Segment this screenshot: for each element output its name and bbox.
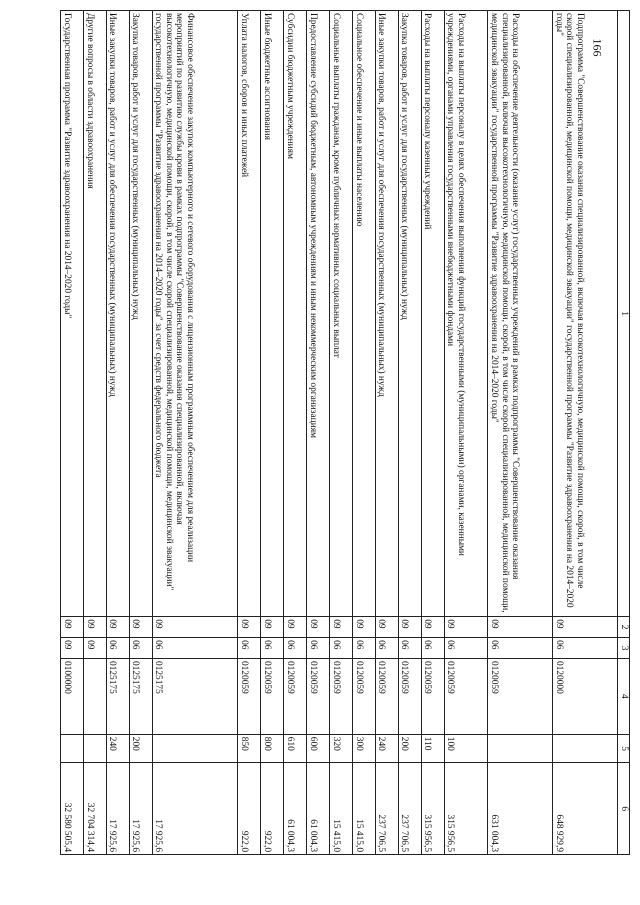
table-row [444, 11, 488, 855]
row-expense-type: 200 [129, 734, 152, 763]
row-target-article: 0125175 [106, 658, 129, 734]
row-amount: 315 956,5 [421, 763, 444, 855]
row-target-article: 0120059 [238, 658, 261, 734]
table-row [352, 11, 375, 855]
table-row [330, 11, 353, 855]
row-name: Иные закупки товаров, работ и услуг для обеспечения государственных (муниципальных) нужд [106, 11, 129, 617]
row-amount: 631 004,3 [488, 763, 553, 855]
row-name: Расходы на обеспечение деятельности (оказание услуг) государственных учреждений в рамках подпрограммы "Совершенствование оказания специализированной, включая высокотехнологичную, медицинской помощи, скорой, в том числе скорой специализированной, медицинской помощи, медицинской эвакуации" государственной программы "Развитие здравоохранения на 2014–2020 годы" [488, 11, 553, 617]
header-col-1: 1 [618, 11, 630, 617]
row-section: 09 [61, 617, 84, 638]
row-target-article: 0120059 [352, 658, 375, 734]
row-subsection: 06 [421, 638, 444, 659]
row-target-article: 0120059 [398, 658, 421, 734]
row-subsection: 06 [398, 638, 421, 659]
row-name: Иные закупки товаров, работ и услуг для обеспечения государственных (муниципальных) нужд [375, 11, 398, 617]
row-name: Предоставление субсидий бюджетным, автономным учреждениям и иным некоммерческим организациям [307, 11, 330, 617]
row-subsection: 06 [238, 638, 261, 659]
row-target-article: 0120059 [330, 658, 353, 734]
row-expense-type: 200 [398, 734, 421, 763]
row-section: 09 [307, 617, 330, 638]
row-amount: 17 925,6 [106, 763, 129, 855]
row-subsection: 06 [261, 638, 284, 659]
row-target-article: 0120059 [444, 658, 488, 734]
row-name: Закупка товаров, работ и услуг для государственных (муниципальных) нужд [398, 11, 421, 617]
header-col-6: 6 [618, 763, 630, 855]
row-name: Иные бюджетные ассигнования [261, 11, 284, 617]
row-subsection: 06 [444, 638, 488, 659]
row-amount: 922,0 [261, 763, 284, 855]
row-subsection: 06 [375, 638, 398, 659]
budget-table [60, 10, 630, 855]
row-name: Подпрограмма "Совершенствование оказания специализированной, включая высокотехнологичную, медицинской помощи, скорой, в том числе скорой специализированной, медицинской помощи, медицинской эвакуации" государственной программы "Развитие здравоохранения на 2014–2020 годы" [553, 11, 618, 617]
row-expense-type [152, 734, 238, 763]
row-amount: 17 925,6 [152, 763, 238, 855]
row-amount: 237 706,5 [375, 763, 398, 855]
row-section: 09 [330, 617, 353, 638]
row-subsection: 06 [106, 638, 129, 659]
row-expense-type: 240 [375, 734, 398, 763]
row-name: Финансовое обеспечение закупок компьютерного и сетевого оборудования с лицензионным программным обеспечением для реализации мероприятий по развитию службы крови в рамках подпрограммы "Совершенствование оказания специализированной, включая высокотехнологичную, медицинской помощи, скорой, в том числе скорой специализированной, медицинской помощи, медицинской эвакуации" государственной программы "Развитие здравоохранения на 2014–2020 годы" за счет средств федерального бюджета [152, 11, 238, 617]
table-row [61, 11, 84, 855]
row-expense-type [488, 734, 553, 763]
row-amount: 237 706,5 [398, 763, 421, 855]
row-section: 09 [444, 617, 488, 638]
row-target-article: 0120000 [553, 658, 618, 734]
table-row [553, 11, 618, 855]
table-row [84, 11, 107, 855]
row-expense-type [84, 734, 107, 763]
table-body [61, 11, 618, 855]
row-section: 09 [421, 617, 444, 638]
row-subsection: 06 [488, 638, 553, 659]
row-expense-type: 320 [330, 734, 353, 763]
row-subsection: 06 [553, 638, 618, 659]
row-section: 09 [284, 617, 307, 638]
row-section: 09 [553, 617, 618, 638]
row-name: Социальное обеспечение и иные выплаты населению [352, 11, 375, 617]
row-target-article: 0100000 [61, 658, 84, 734]
row-subsection: 06 [307, 638, 330, 659]
row-section: 09 [261, 617, 284, 638]
table-row [152, 11, 238, 855]
row-amount: 15 415,0 [352, 763, 375, 855]
page-number: 166 [590, 38, 605, 57]
row-target-article [84, 658, 107, 734]
row-name: Государственная программа "Развитие здравоохранения на 2014–2020 годы" [61, 11, 84, 617]
row-target-article: 0120059 [488, 658, 553, 734]
table-row [129, 11, 152, 855]
row-expense-type [553, 734, 618, 763]
table-row [238, 11, 261, 855]
row-section: 09 [238, 617, 261, 638]
row-name: Расходы на выплаты персоналу казенных учреждений [421, 11, 444, 617]
row-expense-type: 110 [421, 734, 444, 763]
row-name: Уплата налогов, сборов и иных платежей [238, 11, 261, 617]
row-section: 09 [129, 617, 152, 638]
row-target-article: 0120059 [307, 658, 330, 734]
row-target-article: 0120059 [375, 658, 398, 734]
row-section: 09 [84, 617, 107, 638]
row-section: 09 [152, 617, 238, 638]
row-name: Субсидии бюджетным учреждениям [284, 11, 307, 617]
header-col-5: 5 [618, 734, 630, 763]
row-section: 09 [352, 617, 375, 638]
row-name: Социальные выплаты гражданам, кроме публичных нормативных социальных выплат [330, 11, 353, 617]
row-expense-type: 850 [238, 734, 261, 763]
table-row [488, 11, 553, 855]
row-amount: 32 704 314,4 [84, 763, 107, 855]
table-row [261, 11, 284, 855]
row-expense-type: 240 [106, 734, 129, 763]
table-row [307, 11, 330, 855]
row-section: 09 [398, 617, 421, 638]
row-amount: 61 004,3 [307, 763, 330, 855]
header-row [618, 11, 630, 855]
header-col-3: 3 [618, 638, 630, 659]
table-row [284, 11, 307, 855]
table-row [421, 11, 444, 855]
rotated-page [60, 10, 630, 855]
row-amount: 17 925,6 [129, 763, 152, 855]
row-amount: 648 929,9 [553, 763, 618, 855]
row-subsection: 09 [84, 638, 107, 659]
row-name: Закупка товаров, работ и услуг для государственных (муниципальных) нужд [129, 11, 152, 617]
row-section: 09 [488, 617, 553, 638]
table-row [398, 11, 421, 855]
row-expense-type: 300 [352, 734, 375, 763]
row-amount: 32 580 505,4 [61, 763, 84, 855]
row-subsection: 06 [352, 638, 375, 659]
row-amount: 315 956,5 [444, 763, 488, 855]
row-subsection: 06 [284, 638, 307, 659]
row-target-article: 0120059 [421, 658, 444, 734]
row-expense-type: 800 [261, 734, 284, 763]
header-col-2: 2 [618, 617, 630, 638]
row-target-article: 0125175 [152, 658, 238, 734]
row-expense-type [61, 734, 84, 763]
row-name: Расходы на выплаты персоналу в целях обеспечения выполнения функций государственными (муниципальными) органами, казенными учреждениями, органами управления государственными внебюджетными фондами [444, 11, 488, 617]
row-section: 09 [375, 617, 398, 638]
row-amount: 61 004,3 [284, 763, 307, 855]
row-section: 09 [106, 617, 129, 638]
table-row [106, 11, 129, 855]
table-row [375, 11, 398, 855]
row-subsection: 06 [129, 638, 152, 659]
row-name: Другие вопросы в области здравоохранения [84, 11, 107, 617]
row-amount: 15 415,0 [330, 763, 353, 855]
row-subsection: 06 [330, 638, 353, 659]
row-expense-type: 610 [284, 734, 307, 763]
row-amount: 922,0 [238, 763, 261, 855]
row-subsection: 09 [61, 638, 84, 659]
row-expense-type: 100 [444, 734, 488, 763]
row-expense-type: 600 [307, 734, 330, 763]
row-target-article: 0125175 [129, 658, 152, 734]
header-col-4: 4 [618, 658, 630, 734]
row-target-article: 0120059 [261, 658, 284, 734]
row-subsection: 06 [152, 638, 238, 659]
row-target-article: 0120059 [284, 658, 307, 734]
